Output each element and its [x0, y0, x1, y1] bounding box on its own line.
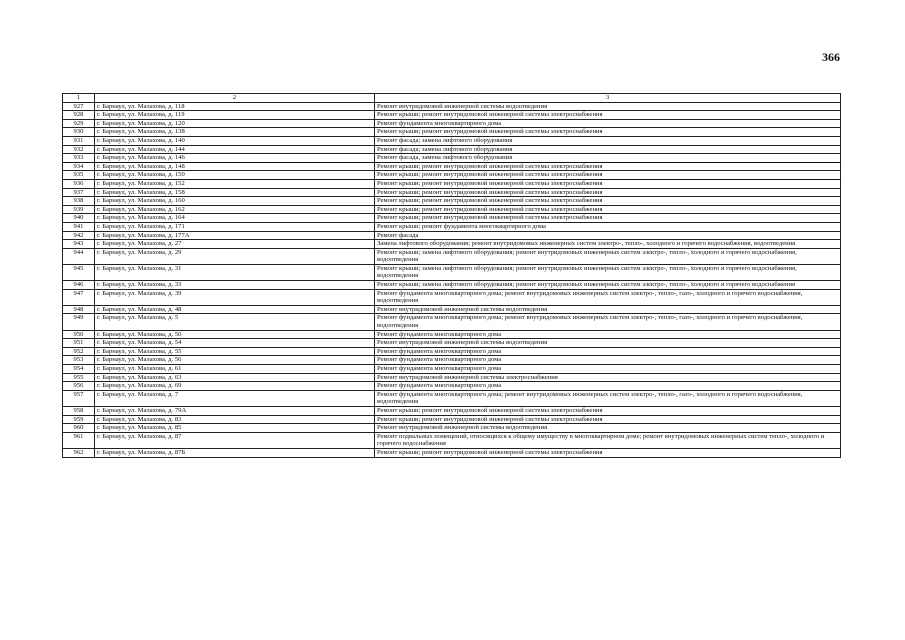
address-cell: г. Барнаул, ул. Малахова, д. 83 — [95, 415, 375, 424]
row-number: 939 — [63, 205, 95, 214]
work-type-cell: Ремонт подвальных помещений, относящихся к общему имуществу в многоквартирном доме; ремонт внутридомовых инженерных систем тепло-, холодного и горячего водоснабжения — [375, 432, 841, 448]
work-type-cell: Ремонт крыши; ремонт внутридомовой инженерной системы электроснабжения — [375, 179, 841, 188]
work-type-cell: Ремонт крыши; ремонт внутридомовой инженерной системы электроснабжения — [375, 214, 841, 223]
address-cell: г. Барнаул, ул. Малахова, д. 118 — [95, 102, 375, 111]
row-number: 928 — [63, 111, 95, 120]
page-number: 366 — [822, 50, 840, 64]
address-cell: г. Барнаул, ул. Малахова, д. 27 — [95, 240, 375, 249]
table-row — [63, 136, 841, 145]
address-cell: г. Барнаул, ул. Малахова, д. 69 — [95, 382, 375, 391]
address-cell: г. Барнаул, ул. Малахова, д. 31 — [95, 264, 375, 280]
table-row — [63, 289, 841, 305]
row-number: 940 — [63, 214, 95, 223]
work-type-cell: Ремонт крыши; ремонт фундамента многоквартирного дома — [375, 222, 841, 231]
table-row — [63, 281, 841, 290]
row-number: 933 — [63, 154, 95, 163]
row-number: 944 — [63, 248, 95, 264]
table-header — [63, 94, 841, 103]
table-row — [63, 356, 841, 365]
address-cell: г. Барнаул, ул. Малахова, д. 63 — [95, 373, 375, 382]
address-cell: г. Барнаул, ул. Малахова, д. 5 — [95, 314, 375, 330]
table-row — [63, 305, 841, 314]
row-number: 941 — [63, 222, 95, 231]
work-type-cell: Ремонт внутридомовой инженерной системы водоотведения — [375, 424, 841, 433]
work-type-cell: Ремонт фундамента многоквартирного дома — [375, 330, 841, 339]
table-row — [63, 373, 841, 382]
work-type-cell: Замена лифтового оборудования; ремонт внутридомовых инженерных систем электро-, тепло-, холодного и горячего водоснабжения, водоотведения — [375, 240, 841, 249]
address-cell: г. Барнаул, ул. Малахова, д. 150 — [95, 171, 375, 180]
work-type-cell: Ремонт крыши; ремонт внутридомовой инженерной системы электроснабжения — [375, 188, 841, 197]
work-type-cell: Ремонт крыши; замена лифтового оборудования; ремонт внутридомовых инженерных систем электро-, тепло-, холодного и горячего водоснабжения — [375, 281, 841, 290]
address-cell: г. Барнаул, ул. Малахова, д. 56 — [95, 356, 375, 365]
row-number: 945 — [63, 264, 95, 280]
address-cell: г. Барнаул, ул. Малахова, д. 54 — [95, 339, 375, 348]
row-number: 935 — [63, 171, 95, 180]
row-number: 946 — [63, 281, 95, 290]
row-number: 960 — [63, 424, 95, 433]
row-number: 937 — [63, 188, 95, 197]
work-type-cell: Ремонт крыши; ремонт внутридомовой инженерной системы электроснабжения — [375, 205, 841, 214]
address-cell: г. Барнаул, ул. Малахова, д. 120 — [95, 119, 375, 128]
work-type-cell: Ремонт крыши; ремонт внутридомовой инженерной системы электроснабжения — [375, 162, 841, 171]
table-row — [63, 314, 841, 330]
row-number: 957 — [63, 390, 95, 406]
address-cell: г. Барнаул, ул. Малахова, д. 177А — [95, 231, 375, 240]
work-type-cell: Ремонт фундамента многоквартирного дома; ремонт внутридомовых инженерных систем электро-, тепло-, газо-, холодного и горячего водоснабжения, водоотведения — [375, 314, 841, 330]
address-cell: г. Барнаул, ул. Малахова, д. 146 — [95, 154, 375, 163]
table-row — [63, 205, 841, 214]
row-number: 956 — [63, 382, 95, 391]
row-number: 930 — [63, 128, 95, 137]
address-cell: г. Барнаул, ул. Малахова, д. 140 — [95, 136, 375, 145]
address-cell: г. Барнаул, ул. Малахова, д. 61 — [95, 365, 375, 374]
table-row — [63, 111, 841, 120]
row-number: 959 — [63, 415, 95, 424]
row-number: 938 — [63, 197, 95, 206]
row-number: 949 — [63, 314, 95, 330]
table-row — [63, 214, 841, 223]
work-type-cell: Ремонт фундамента многоквартирного дома; ремонт внутридомовых инженерных систем электро-, тепло-, газо-, холодного и горячего водоснабжения, водоотведения — [375, 390, 841, 406]
header-col-1: 1 — [63, 94, 95, 103]
row-number: 951 — [63, 339, 95, 348]
work-type-cell: Ремонт крыши; ремонт внутридомовой инженерной системы электроснабжения — [375, 128, 841, 137]
work-type-cell: Ремонт внутридомовой инженерной системы водоотведения — [375, 102, 841, 111]
address-cell: г. Барнаул, ул. Малахова, д. 39 — [95, 289, 375, 305]
table-row — [63, 365, 841, 374]
row-number: 931 — [63, 136, 95, 145]
address-cell: г. Барнаул, ул. Малахова, д. 152 — [95, 179, 375, 188]
work-type-cell: Ремонт фундамента многоквартирного дома — [375, 356, 841, 365]
row-number: 943 — [63, 240, 95, 249]
row-number: 954 — [63, 365, 95, 374]
work-type-cell: Ремонт крыши; ремонт внутридомовой инженерной системы электроснабжения — [375, 448, 841, 457]
row-number: 934 — [63, 162, 95, 171]
address-cell: г. Барнаул, ул. Малахова, д. 48 — [95, 305, 375, 314]
work-type-cell: Ремонт фундамента многоквартирного дома — [375, 382, 841, 391]
address-cell: г. Барнаул, ул. Малахова, д. 148 — [95, 162, 375, 171]
table-row — [63, 240, 841, 249]
table-row — [63, 448, 841, 457]
repair-table — [62, 93, 841, 458]
work-type-cell: Ремонт крыши; замена лифтового оборудования; ремонт внутридомовых инженерных систем электро-, тепло-, холодного и горячего водоснабжения, водоотведения — [375, 264, 841, 280]
row-number: 948 — [63, 305, 95, 314]
table-row — [63, 128, 841, 137]
work-type-cell: Ремонт крыши; ремонт внутридомовой инженерной системы электроснабжения — [375, 406, 841, 415]
address-cell: г. Барнаул, ул. Малахова, д. 160 — [95, 197, 375, 206]
table-row — [63, 248, 841, 264]
table-row — [63, 330, 841, 339]
work-type-cell: Ремонт фундамента многоквартирного дома; ремонт внутридомовых инженерных систем электро-, тепло-, газо-, холодного и горячего водоснабжения, водоотведения — [375, 289, 841, 305]
work-type-cell: Ремонт крыши; ремонт внутридомовой инженерной системы электроснабжения — [375, 415, 841, 424]
address-cell: г. Барнаул, ул. Малахова, д. 164 — [95, 214, 375, 223]
table-row — [63, 390, 841, 406]
row-number: 961 — [63, 432, 95, 448]
row-number: 953 — [63, 356, 95, 365]
row-number: 927 — [63, 102, 95, 111]
table-row — [63, 119, 841, 128]
work-type-cell: Ремонт фасада — [375, 231, 841, 240]
address-cell: г. Барнаул, ул. Малахова, д. 144 — [95, 145, 375, 154]
table-row — [63, 231, 841, 240]
address-cell: г. Барнаул, ул. Малахова, д. 85 — [95, 424, 375, 433]
table-row — [63, 197, 841, 206]
table-row — [63, 171, 841, 180]
work-type-cell: Ремонт крыши; ремонт внутридомовой инженерной системы электроснабжения — [375, 197, 841, 206]
work-type-cell: Ремонт крыши; замена лифтового оборудования; ремонт внутридомовых инженерных систем электро-, тепло-, холодного и горячего водоснабжения, водоотведения — [375, 248, 841, 264]
row-number: 942 — [63, 231, 95, 240]
address-cell: г. Барнаул, ул. Малахова, д. 87Б — [95, 448, 375, 457]
header-col-2: 2 — [95, 94, 375, 103]
row-number: 952 — [63, 347, 95, 356]
row-number: 958 — [63, 406, 95, 415]
row-number: 936 — [63, 179, 95, 188]
address-cell: г. Барнаул, ул. Малахова, д. 87 — [95, 432, 375, 448]
table-row — [63, 347, 841, 356]
work-type-cell: Ремонт фасада; замена лифтового оборудования — [375, 136, 841, 145]
row-number: 929 — [63, 119, 95, 128]
table-row — [63, 154, 841, 163]
work-type-cell: Ремонт фундамента многоквартирного дома — [375, 119, 841, 128]
work-type-cell: Ремонт крыши; ремонт внутридомовой инженерной системы электроснабжения — [375, 111, 841, 120]
address-cell: г. Барнаул, ул. Малахова, д. 119 — [95, 111, 375, 120]
table-row — [63, 162, 841, 171]
table-body — [63, 102, 841, 457]
row-number: 947 — [63, 289, 95, 305]
header-col-3: 3 — [375, 94, 841, 103]
row-number: 955 — [63, 373, 95, 382]
table-row — [63, 179, 841, 188]
address-cell: г. Барнаул, ул. Малахова, д. 158 — [95, 188, 375, 197]
address-cell: г. Барнаул, ул. Малахова, д. 171 — [95, 222, 375, 231]
address-cell: г. Барнаул, ул. Малахова, д. 29 — [95, 248, 375, 264]
table-row — [63, 424, 841, 433]
address-cell: г. Барнаул, ул. Малахова, д. 79А — [95, 406, 375, 415]
table-row — [63, 102, 841, 111]
work-type-cell: Ремонт фасада, замена лифтового оборудования — [375, 154, 841, 163]
row-number: 950 — [63, 330, 95, 339]
address-cell: г. Барнаул, ул. Малахова, д. 162 — [95, 205, 375, 214]
table-row — [63, 222, 841, 231]
work-type-cell: Ремонт фундамента многоквартирного дома — [375, 365, 841, 374]
work-type-cell: Ремонт крыши; ремонт внутридомовой инженерной системы электроснабжения — [375, 171, 841, 180]
address-cell: г. Барнаул, ул. Малахова, д. 7 — [95, 390, 375, 406]
header-row — [63, 94, 841, 103]
table-row — [63, 188, 841, 197]
table-row — [63, 145, 841, 154]
work-type-cell: Ремонт фундамента многоквартирного дома — [375, 347, 841, 356]
work-type-cell: Ремонт внутридомовой инженерной системы водоотведения — [375, 339, 841, 348]
address-cell: г. Барнаул, ул. Малахова, д. 55 — [95, 347, 375, 356]
work-type-cell: Ремонт внутридомовой инженерной системы электроснабжения — [375, 373, 841, 382]
table-row — [63, 382, 841, 391]
row-number: 962 — [63, 448, 95, 457]
row-number: 932 — [63, 145, 95, 154]
address-cell: г. Барнаул, ул. Малахова, д. 138 — [95, 128, 375, 137]
table-row — [63, 406, 841, 415]
address-cell: г. Барнаул, ул. Малахова, д. 33 — [95, 281, 375, 290]
table-row — [63, 415, 841, 424]
table-row — [63, 264, 841, 280]
work-type-cell: Ремонт внутридомовой инженерной системы водоотведения — [375, 305, 841, 314]
table-row — [63, 339, 841, 348]
work-type-cell: Ремонт фасада; замена лифтового оборудования — [375, 145, 841, 154]
table-row — [63, 432, 841, 448]
address-cell: г. Барнаул, ул. Малахова, д. 50 — [95, 330, 375, 339]
